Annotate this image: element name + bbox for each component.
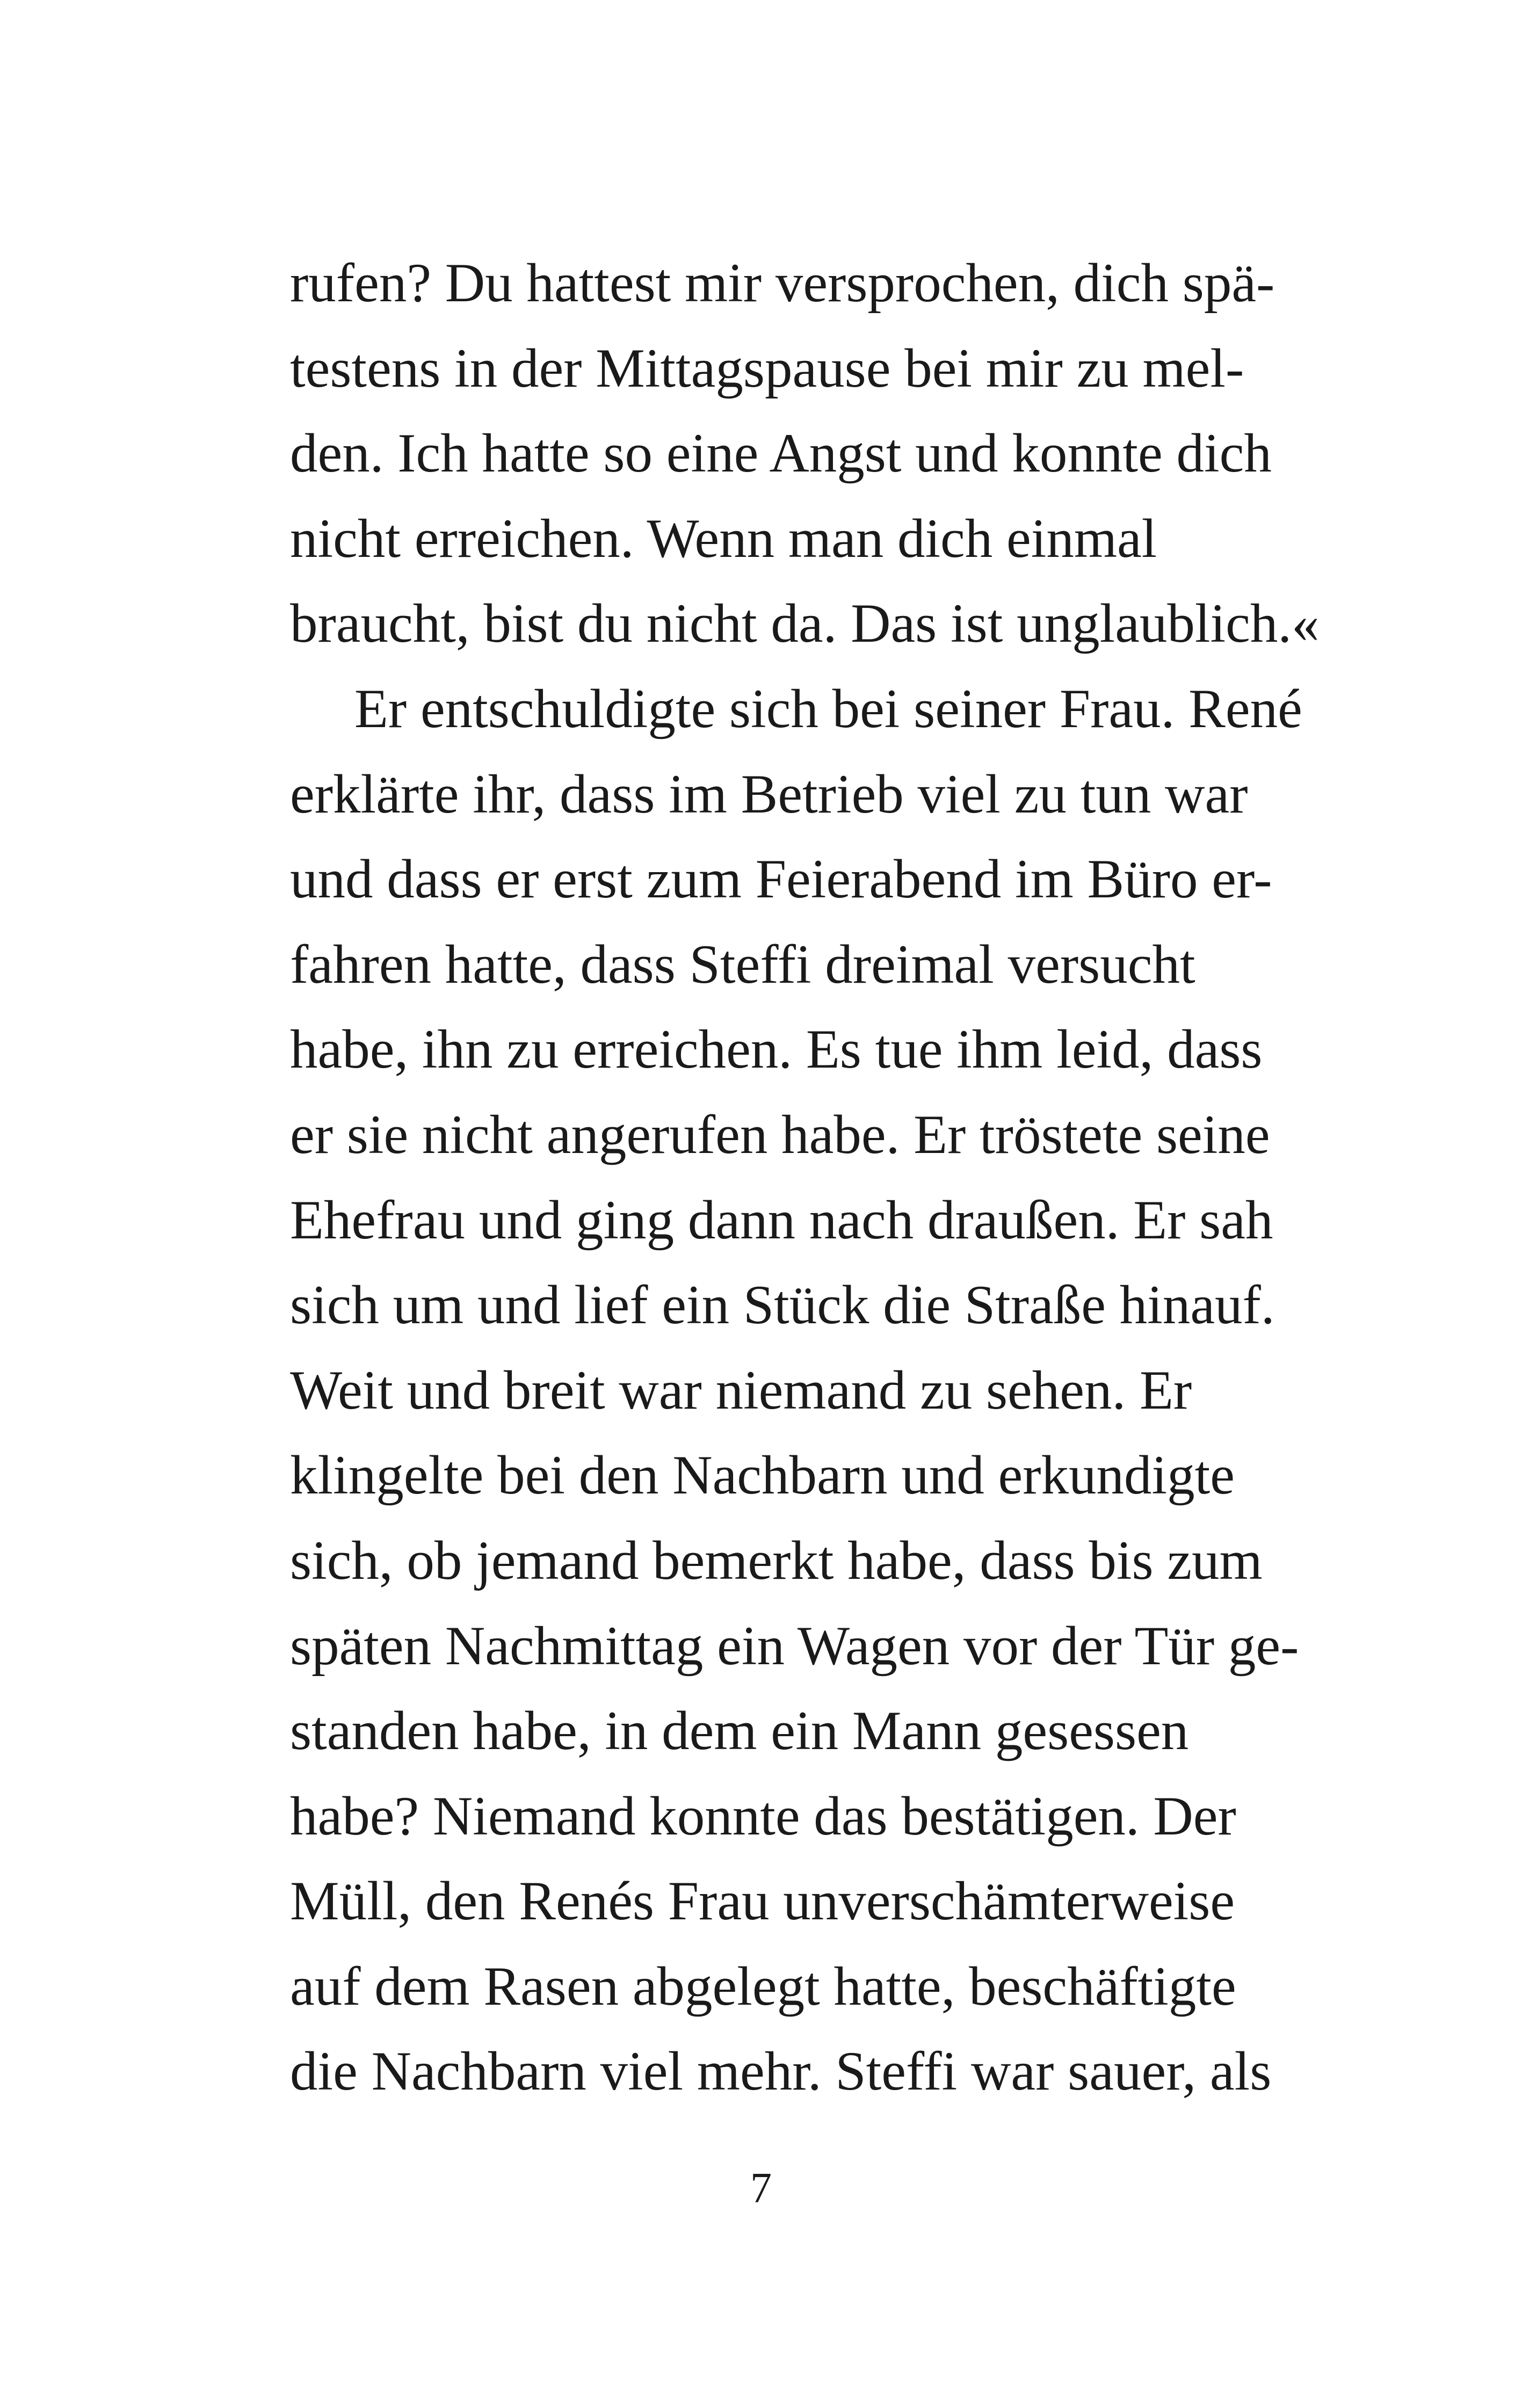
text-line: auf dem Rasen abgelegt hatte, beschäftigte [290,1955,1236,2017]
text-line: er sie nicht angerufen habe. Er tröstete seine [290,1104,1270,1165]
text-line: die Nachbarn viel mehr. Steffi war sauer, als [290,2041,1272,2102]
text-line: nicht erreichen. Wenn man dich einmal [290,507,1157,569]
text-line: Müll, den Renés Frau unverschämterweise [290,1870,1235,1932]
text-line: standen habe, in dem ein Mann gesessen [290,1700,1189,1762]
text-line: erklärte ihr, dass im Betrieb viel zu tun war [290,763,1248,825]
text-line: sich, ob jemand bemerkt habe, dass bis zum [290,1529,1263,1591]
text-line: fahren hatte, dass Steffi dreimal versucht [290,933,1195,995]
text-line: sich um und lief ein Stück die Straße hinauf. [290,1274,1275,1336]
text-line: und dass er erst zum Feierabend im Büro er- [290,848,1272,910]
text-line: habe, ihn zu erreichen. Es tue ihm leid, dass [290,1019,1263,1080]
text-line: den. Ich hatte so eine Angst und konnte dich [290,423,1272,484]
text-line: rufen? Du hattest mir versprochen, dich spä- [290,252,1275,314]
body-text [290,241,1320,2114]
paragraph-first-line: Er entschuldigte sich bei seiner Frau. René [354,678,1302,739]
text-line: braucht, bist du nicht da. Das ist unglaublich.« [290,593,1320,655]
text-line: Weit und breit war niemand zu sehen. Er [290,1359,1192,1421]
text-line: Ehefrau und ging dann nach draußen. Er sah [290,1189,1273,1251]
text-line: klingelte bei den Nachbarn und erkundigte [290,1445,1235,1506]
text-line: späten Nachmittag ein Wagen vor der Tür ge- [290,1615,1299,1677]
page-number: 7 [750,2165,772,2212]
text-line: habe? Niemand konnte das bestätigen. Der [290,1785,1236,1847]
text-line: testens in der Mittagspause bei mir zu mel- [290,337,1244,399]
